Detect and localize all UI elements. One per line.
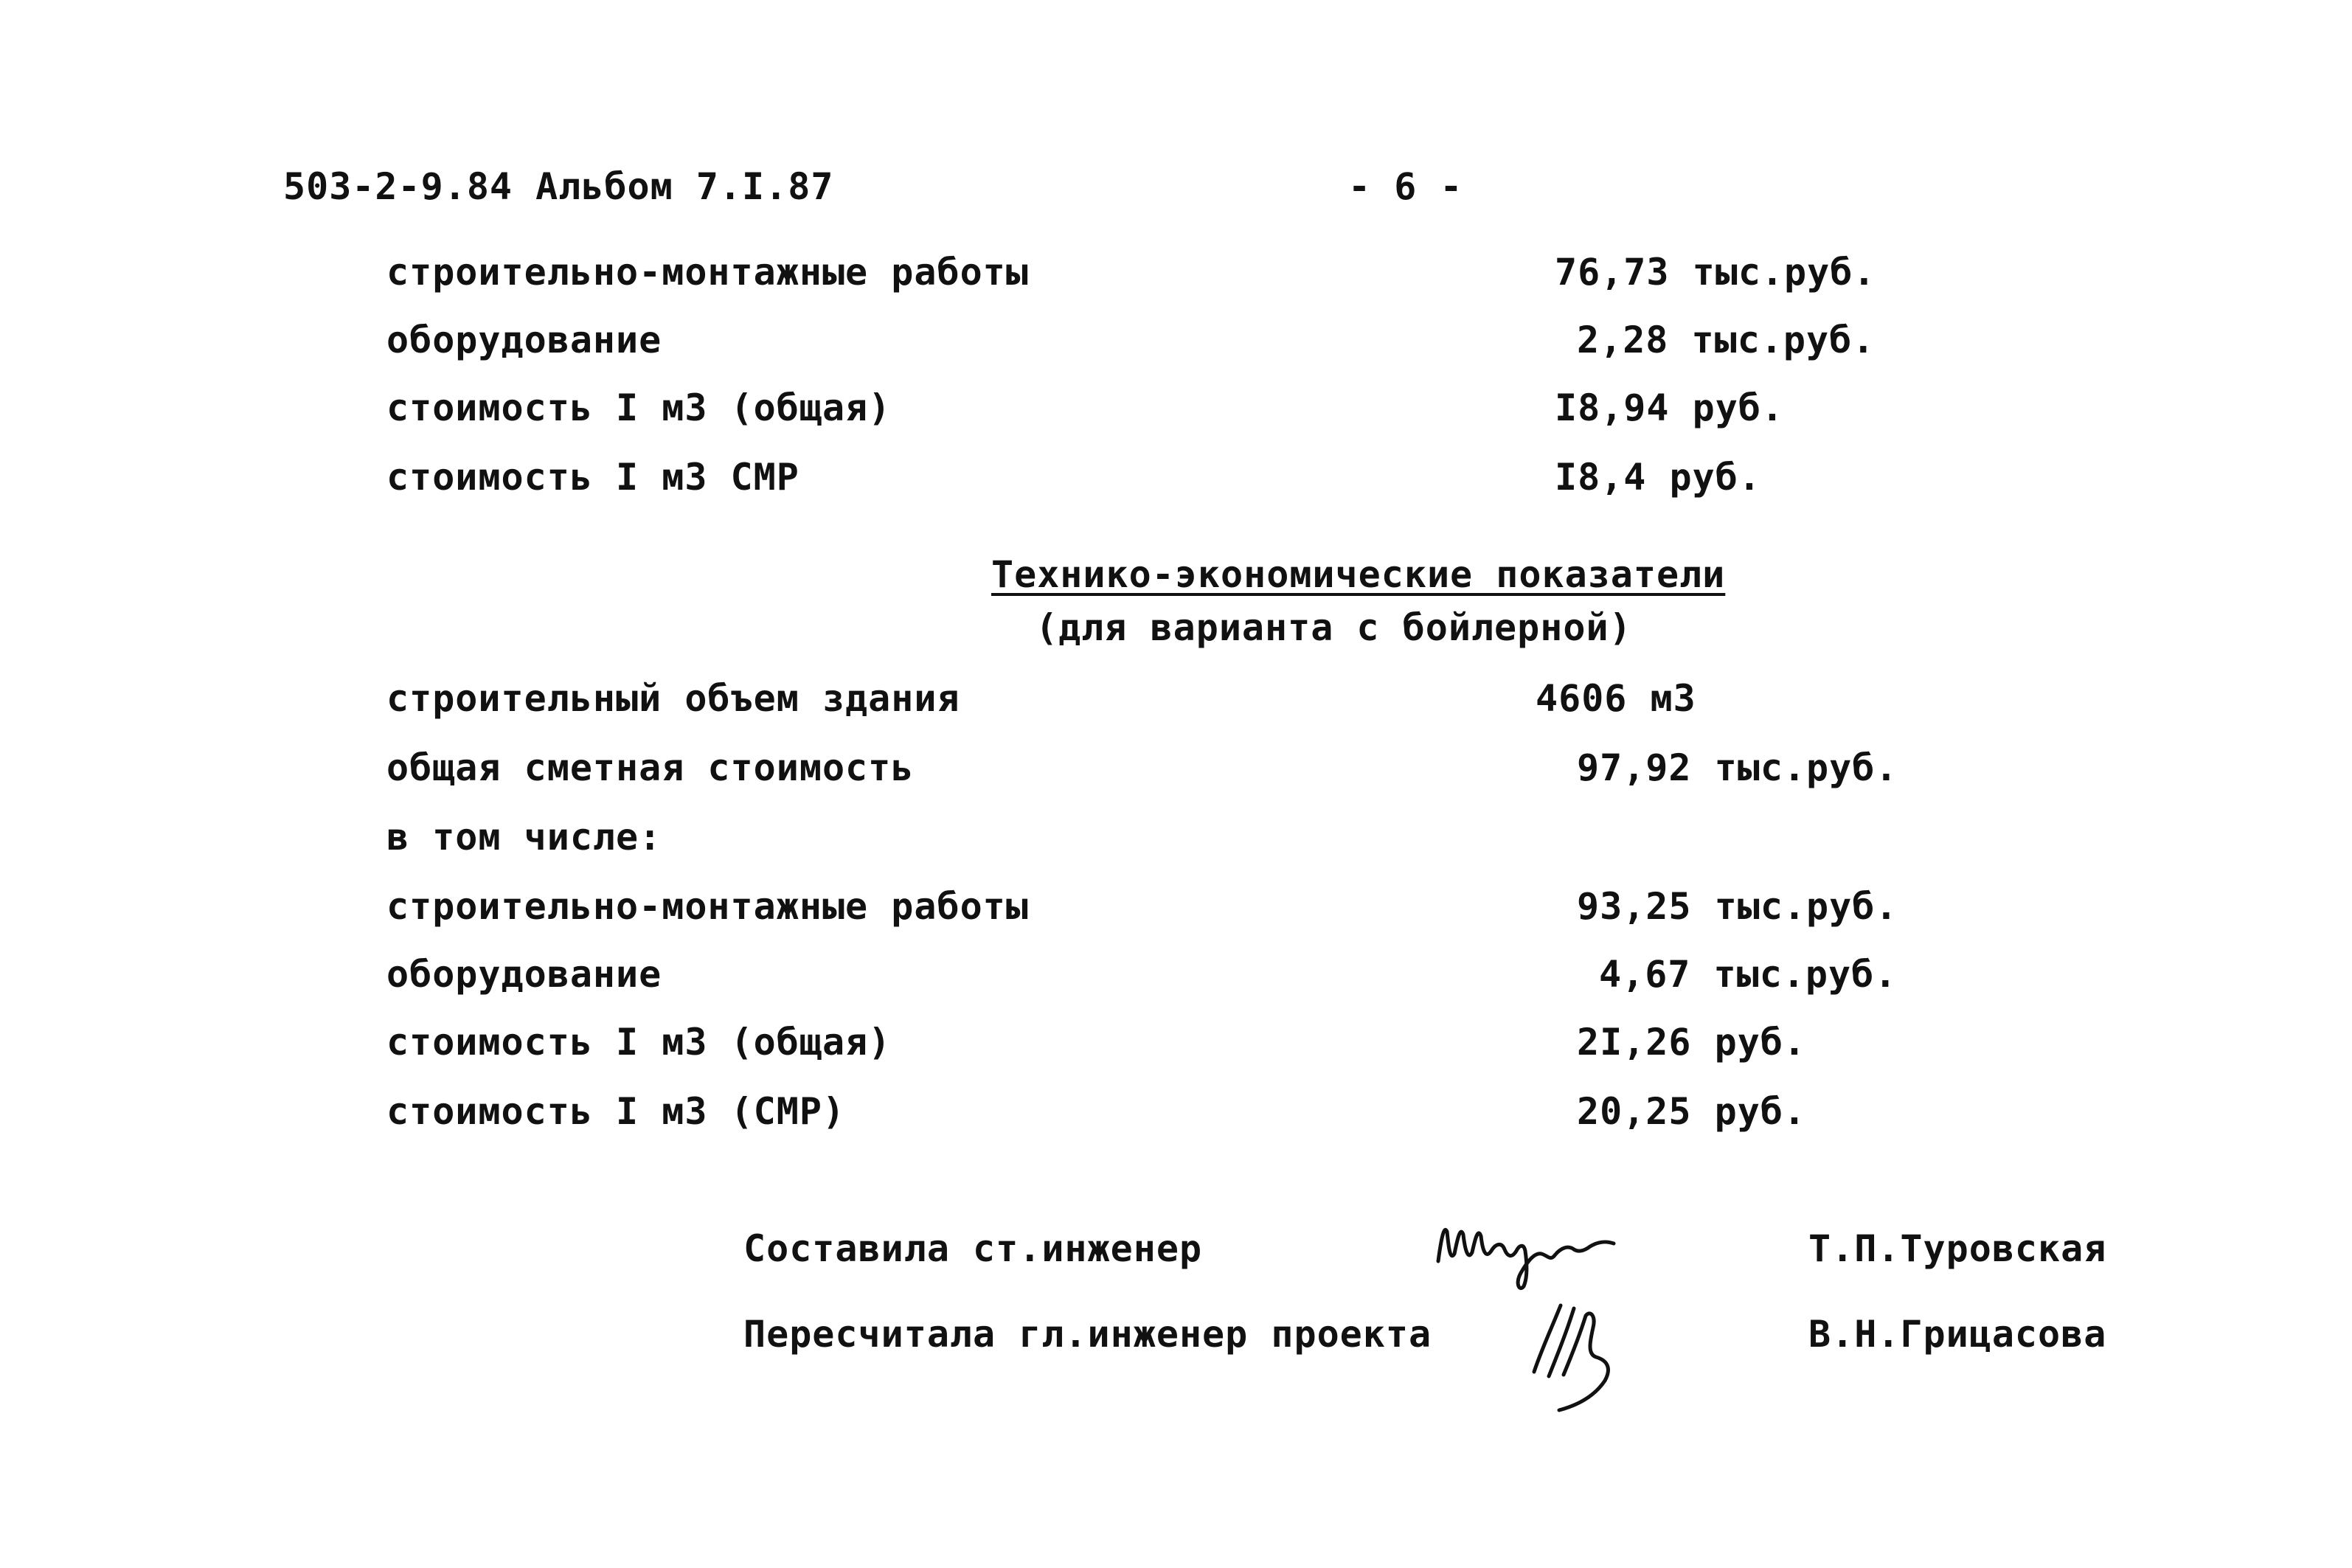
- row-label: стоимость I м3 (общая): [386, 1021, 892, 1064]
- signature-role: Пересчитала гл.инженер проекта: [743, 1313, 1432, 1356]
- document-code: 503-2-9.84 Альбом 7.I.87: [283, 165, 834, 208]
- row-value: 20,25 руб.: [1577, 1090, 1807, 1133]
- section-subtitle: (для варианта с бойлерной): [1035, 606, 1632, 649]
- row-value: 4,67 тыс.руб.: [1599, 953, 1898, 996]
- row-value: 97,92 тыс.руб.: [1577, 746, 1898, 789]
- row-value: 76,73 тыс.руб.: [1555, 251, 1876, 294]
- signatory-name: В.Н.Грицасова: [1808, 1313, 2107, 1356]
- signatory-name: Т.П.Туровская: [1808, 1227, 2107, 1270]
- row-label: в том числе:: [386, 816, 662, 858]
- section-title: Технико-экономические показатели: [991, 553, 1726, 596]
- row-value: I8,94 руб.: [1555, 386, 1785, 429]
- handwritten-signature-icon: [1519, 1283, 1667, 1416]
- row-value: 4606 м3: [1536, 677, 1696, 720]
- row-label: общая сметная стоимость: [386, 746, 915, 789]
- row-label: строительно-монтажные работы: [386, 885, 1029, 928]
- row-label: оборудование: [386, 319, 662, 361]
- row-label: стоимость I м3 (общая): [386, 386, 892, 429]
- row-value: I8,4 руб.: [1555, 456, 1761, 499]
- row-label: стоимость I м3 (СМР): [386, 1090, 846, 1133]
- row-value: 2I,26 руб.: [1577, 1021, 1807, 1064]
- row-value: 2,28 тыс.руб.: [1577, 319, 1876, 361]
- signature-role: Составила ст.инженер: [743, 1227, 1203, 1270]
- row-value: 93,25 тыс.руб.: [1577, 885, 1898, 928]
- row-label: оборудование: [386, 953, 662, 996]
- row-label: строительно-монтажные работы: [386, 251, 1029, 294]
- row-label: стоимость I м3 СМР: [386, 456, 799, 499]
- page-number: - 6 -: [1348, 165, 1463, 208]
- row-label: строительный объем здания: [386, 677, 960, 720]
